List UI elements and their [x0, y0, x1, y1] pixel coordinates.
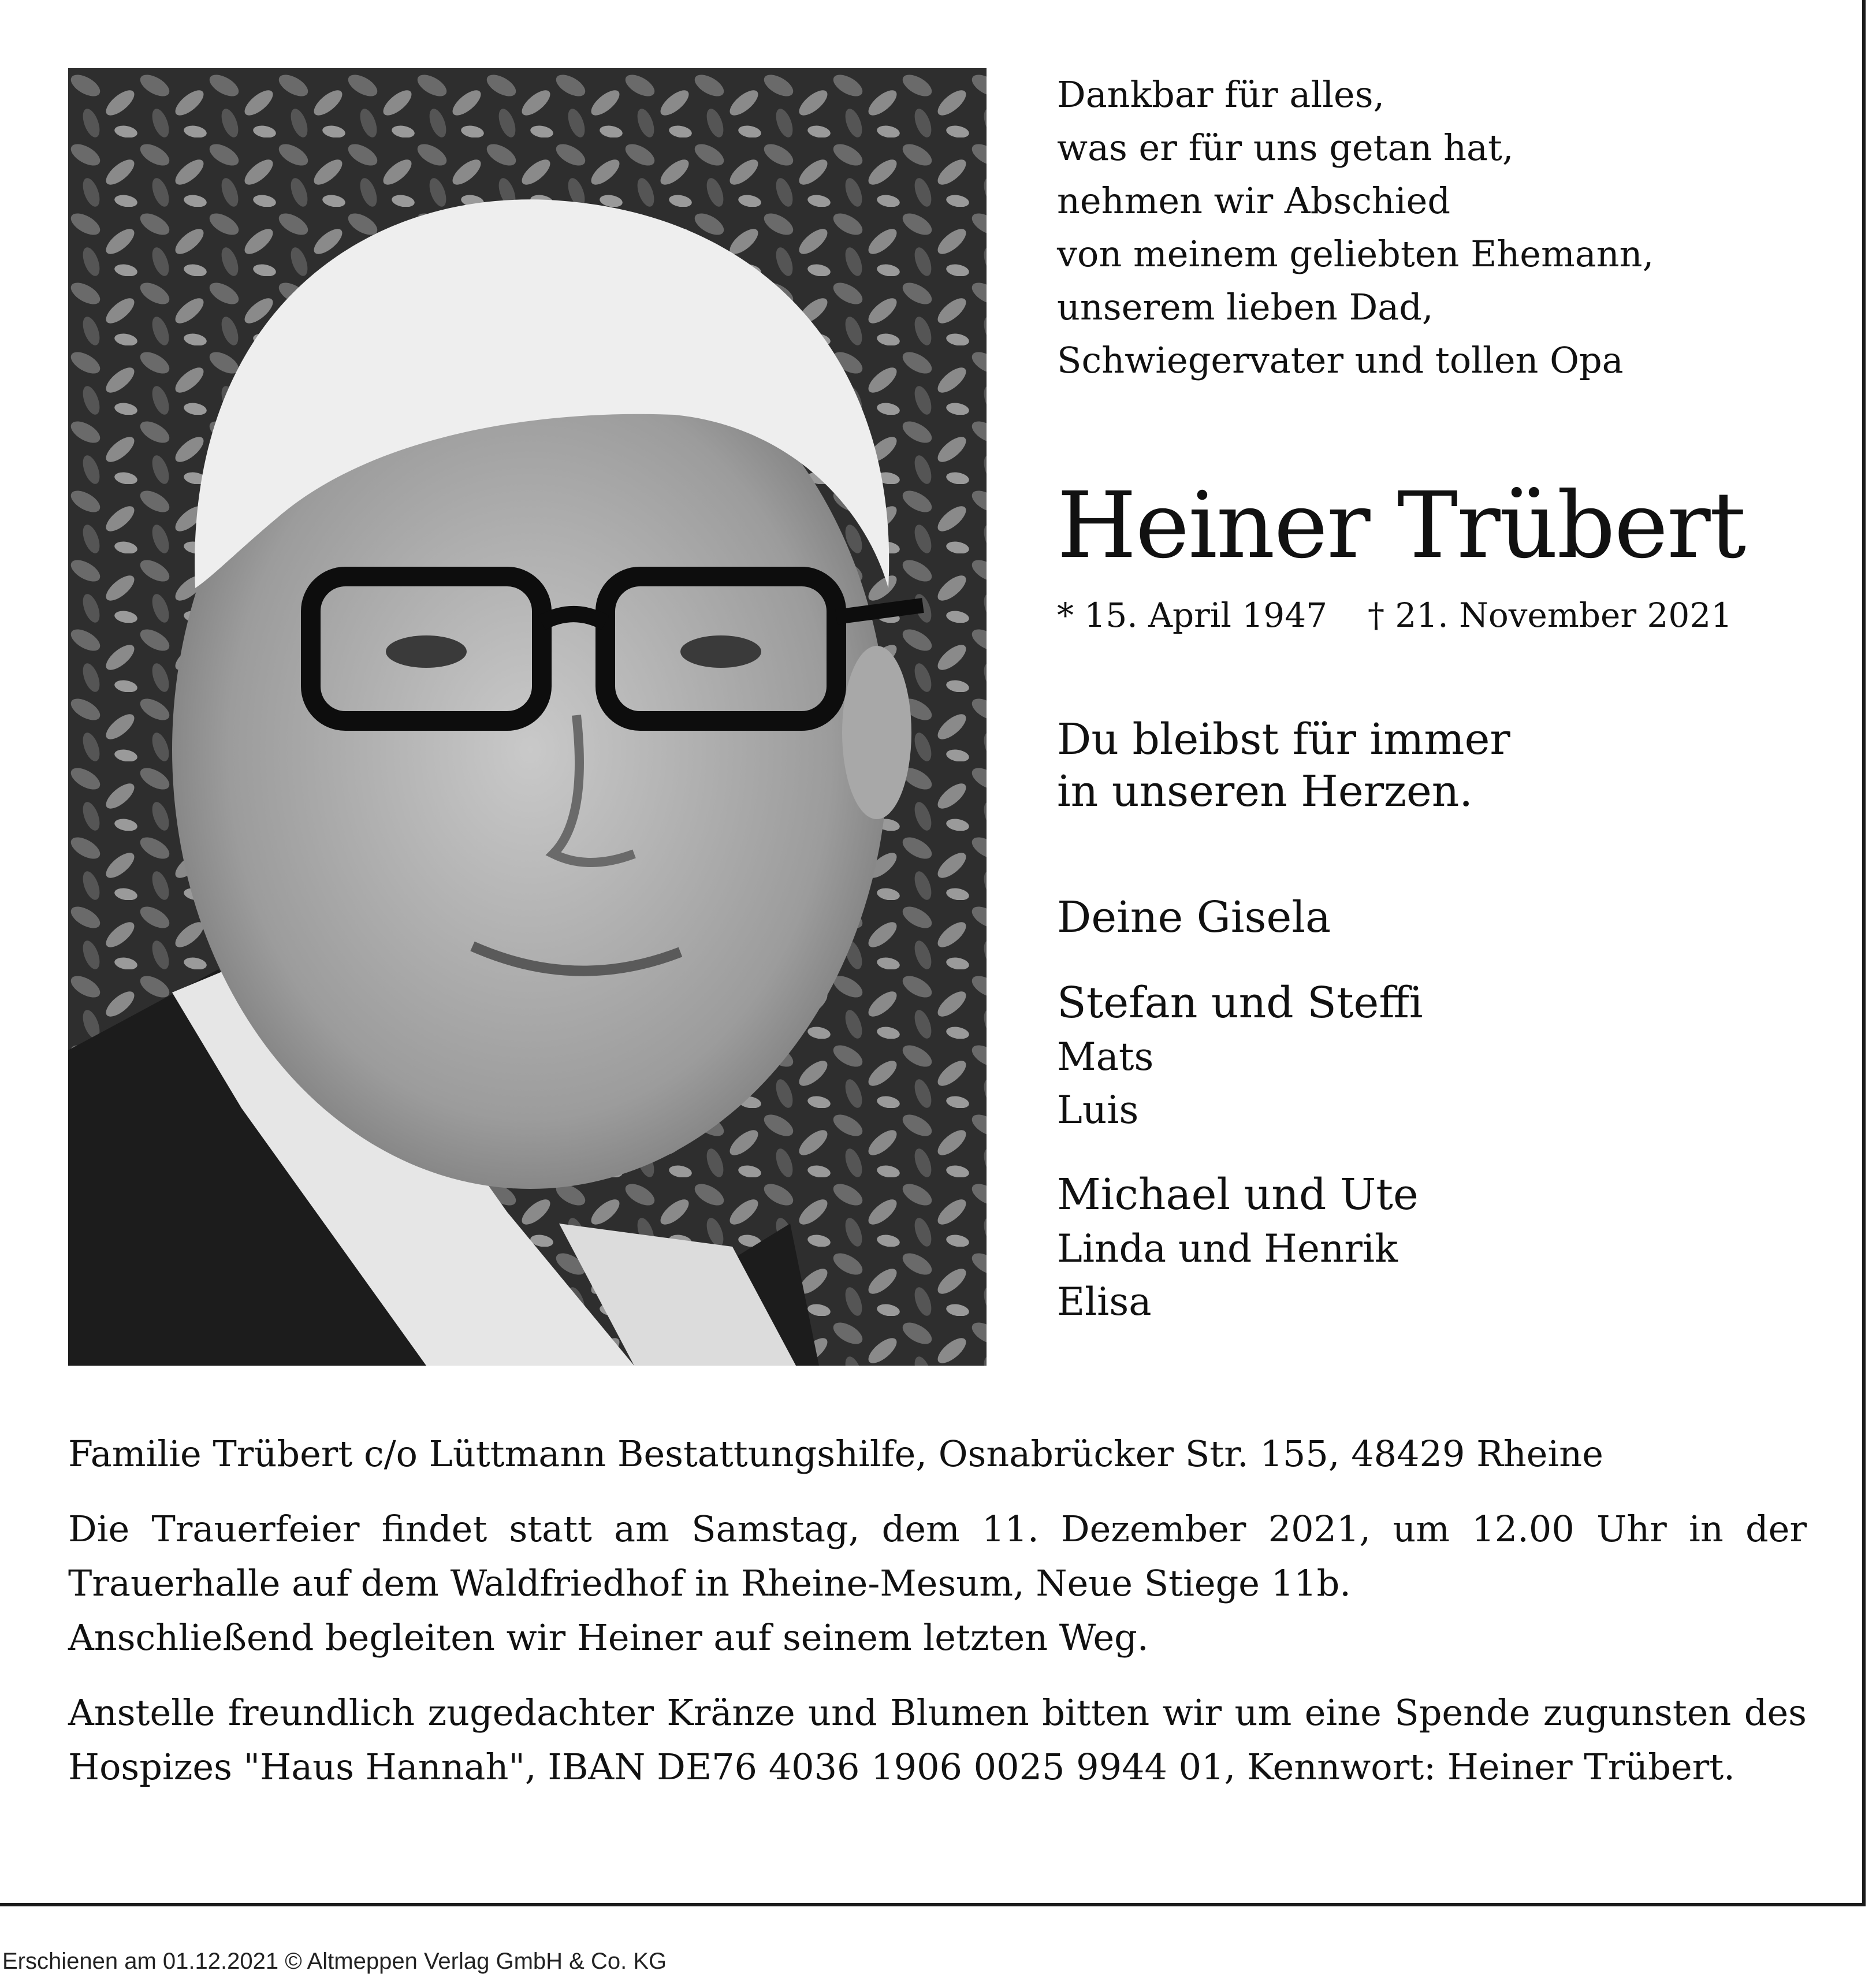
deceased-name: Heiner Trübert: [1057, 473, 1745, 579]
quote-line: in unseren Herzen.: [1057, 767, 1473, 816]
life-dates: [1057, 595, 1732, 635]
ceremony-info: [68, 1502, 1807, 1665]
intro-line: Schwiegervater und tollen Opa: [1057, 339, 1624, 381]
mourner-group: [1057, 1167, 1423, 1329]
family-address: Familie Trübert c/o Lüttmann Bestattungshilfe, Osnabrücker Str. 155, 48429 Rheine: [68, 1433, 1603, 1475]
ceremony-text: Die Trauerfeier findet statt am Samstag, dem 11. Dezember 2021, um 12.00 Uhr in der Trauerhalle auf dem Waldfriedhof in Rheine-Mesum, Neue Stiege 11b.: [68, 1508, 1807, 1604]
mourner-group: [1057, 890, 1423, 945]
notice-details: [68, 1427, 1807, 1815]
quote-line: Du bleibst für immer: [1057, 715, 1510, 764]
birth-date: * 15. April 1947: [1057, 596, 1327, 635]
intro-line: nehmen wir Abschied: [1057, 180, 1451, 222]
mourner-sub: Mats: [1057, 1035, 1154, 1079]
mourner-group: [1057, 975, 1423, 1137]
mourner-sub: Elisa: [1057, 1280, 1152, 1324]
intro-line: Dankbar für alles,: [1057, 73, 1385, 116]
mourner-head: Michael und Ute: [1057, 1170, 1419, 1219]
donation-request: Anstelle freundlich zugedachter Kränze und Blumen bitten wir um eine Spende zugunsten des Hospizes "Haus Hannah", IBAN DE76 4036 1906 0025 9944 01, Kennwort: Heiner Trübert.: [68, 1691, 1807, 1788]
intro-line: was er für uns getan hat,: [1057, 127, 1514, 169]
death-date: † 21. November 2021: [1368, 596, 1733, 635]
portrait-photo: [68, 68, 987, 1366]
mourner-head: Deine Gisela: [1057, 893, 1331, 942]
intro-line: unserem lieben Dad,: [1057, 286, 1434, 328]
intro-text: [1057, 68, 1808, 387]
mourner-sub: Luis: [1057, 1088, 1139, 1132]
portrait-image: [68, 68, 987, 1366]
ceremony-followup: Anschließend begleiten wir Heiner auf seinem letzten Weg.: [68, 1616, 1149, 1659]
mourners-list: [1057, 890, 1423, 1359]
intro-line: von meinem geliebten Ehemann,: [1057, 233, 1654, 275]
mourner-head: Stefan und Steffi: [1057, 978, 1423, 1028]
mourner-sub: Linda und Henrik: [1057, 1226, 1398, 1271]
publication-footer: Erschienen am 01.12.2021 © Altmeppen Verlag GmbH & Co. KG: [2, 1949, 667, 1974]
memorial-quote: [1057, 713, 1510, 817]
